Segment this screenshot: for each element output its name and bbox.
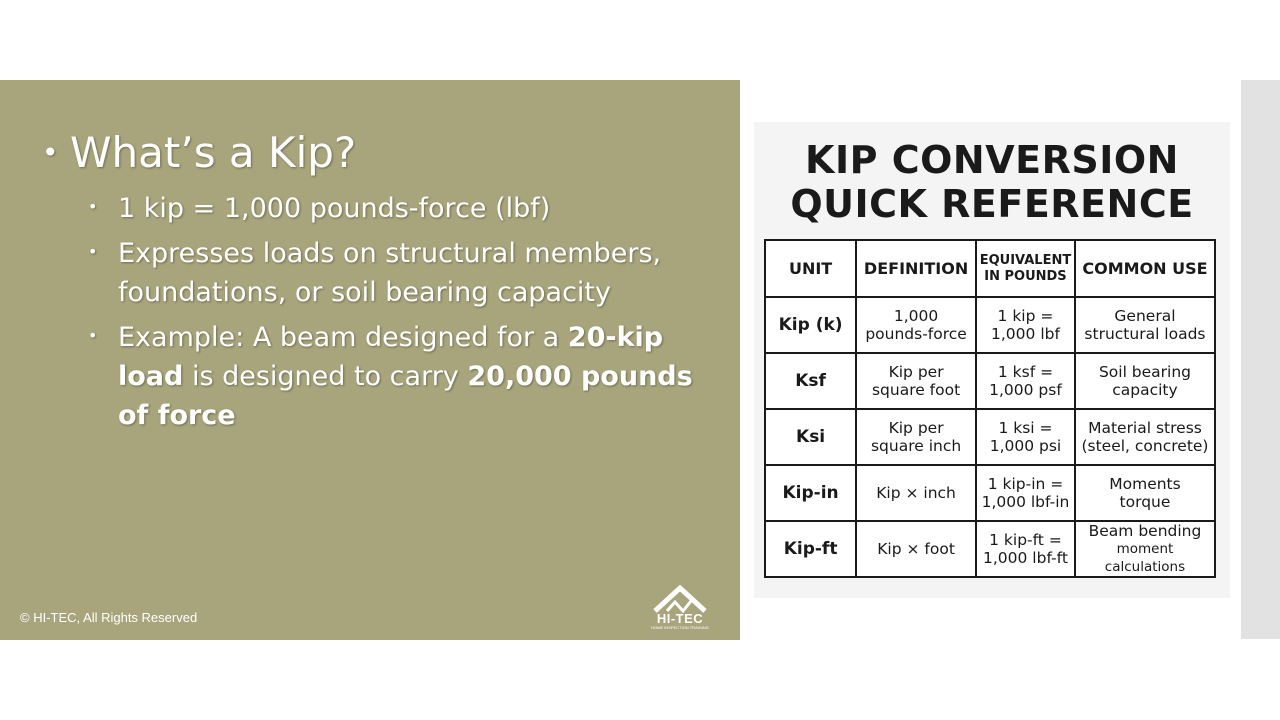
definition-cell (856, 465, 976, 521)
example-bold-load: 20-kip load (118, 322, 664, 392)
bullet-dot: • (88, 197, 98, 216)
reference-title-line1: KIP CONVERSION (805, 138, 1179, 182)
example-text: is designed to carry (183, 361, 468, 392)
unit-cell: Ksi (765, 409, 856, 465)
use-cell (1075, 409, 1215, 465)
use-line: capacity (1112, 381, 1178, 399)
bullet-list (42, 123, 722, 441)
header-equivalent (976, 240, 1075, 297)
table-row (765, 521, 1215, 577)
definition-line: pounds-force (865, 325, 967, 343)
equivalent-line: 1 kip-ft = (989, 531, 1062, 549)
unit-cell: Ksf (765, 353, 856, 409)
heading-bullet (42, 123, 722, 183)
equivalent-cell (976, 521, 1075, 577)
use-line: General (1114, 307, 1176, 325)
header-unit: UNIT (765, 240, 856, 297)
example-bold-force: 20,000 pounds of force (118, 361, 693, 431)
equivalent-line: 1,000 lbf-in (981, 493, 1070, 511)
table-row (765, 297, 1215, 353)
hitec-logo (648, 585, 712, 633)
equivalent-cell (976, 297, 1075, 353)
unit-cell: Kip (k) (765, 297, 856, 353)
equivalent-cell (976, 465, 1075, 521)
unit-cell: Kip-ft (765, 521, 856, 577)
sub-bullet (88, 234, 722, 312)
equivalent-line: 1 ksi = (998, 419, 1053, 437)
use-cell (1075, 465, 1215, 521)
unit-cell: Kip-in (765, 465, 856, 521)
definition-line: square inch (870, 437, 962, 455)
table-header-row (765, 240, 1215, 297)
definition-line: Kip × inch (876, 484, 956, 502)
kip-conversion-table (764, 239, 1216, 578)
equivalent-line: 1 kip = (997, 307, 1054, 325)
use-line: (steel, concrete) (1081, 437, 1209, 455)
equivalent-line: 1 kip-in = (987, 475, 1064, 493)
roof-logo-icon (653, 585, 707, 613)
equivalent-cell (976, 353, 1075, 409)
definition-line: Kip per (888, 419, 944, 437)
equivalent-line: 1 ksf = (997, 363, 1054, 381)
sub-bullet (88, 189, 722, 228)
definition-cell (856, 521, 976, 577)
bullet-dot: • (88, 242, 98, 261)
definition-line: Kip per (888, 363, 944, 381)
use-cell (1075, 521, 1215, 577)
equivalent-line: 1,000 psi (989, 437, 1062, 455)
equivalent-line: 1,000 lbf (991, 325, 1060, 343)
header-equivalent-line2: IN POUNDS (984, 268, 1067, 284)
bullet-text: 1 kip = 1,000 pounds-force (lbf) (118, 193, 551, 224)
definition-line: Kip × foot (877, 540, 955, 558)
definition-cell (856, 353, 976, 409)
logo-tagline: HOME INSPECTION TRAINING (651, 625, 709, 630)
use-cell (1075, 353, 1215, 409)
header-equivalent-line1: EQUIVALENT (979, 252, 1072, 268)
use-line: Moments (1109, 475, 1181, 493)
definition-cell (856, 409, 976, 465)
sub-bullet (88, 318, 722, 435)
sub-bullets (88, 189, 722, 435)
bullet-text (118, 318, 722, 435)
header-definition: DEFINITION (856, 240, 976, 297)
side-strip (1241, 80, 1280, 639)
slide-heading: What’s a Kip? (70, 128, 357, 177)
reference-title-line2: QUICK REFERENCE (790, 182, 1194, 226)
use-line: Material stress (1088, 419, 1202, 437)
table-row (765, 353, 1215, 409)
logo-name: HI-TEC (656, 611, 704, 626)
equivalent-line: 1,000 psf (989, 381, 1062, 399)
use-line: Soil bearing (1098, 363, 1192, 381)
example-text: Example: A beam designed for a (118, 322, 568, 353)
use-line: structural loads (1084, 325, 1206, 343)
definition-line: 1,000 (893, 307, 939, 325)
definition-line: square foot (871, 381, 961, 399)
definition-cell (856, 297, 976, 353)
table-row (765, 409, 1215, 465)
table-row (765, 465, 1215, 521)
reference-title (754, 138, 1230, 226)
bullet-dot: • (42, 136, 59, 169)
equivalent-cell (976, 409, 1075, 465)
use-line: Beam bending (1088, 522, 1202, 540)
use-line: torque (1119, 493, 1171, 511)
use-cell (1075, 297, 1215, 353)
kip-reference-card (754, 122, 1230, 598)
bullet-text: Expresses loads on structural members, foundations, or soil bearing capacity (118, 238, 662, 308)
equivalent-line: 1,000 lbf-ft (983, 549, 1068, 567)
header-common-use: COMMON USE (1075, 240, 1215, 297)
bullet-dot: • (88, 326, 98, 345)
use-line: moment calculations (1104, 541, 1186, 575)
copyright-footer: © HI-TEC, All Rights Reserved (20, 610, 198, 625)
